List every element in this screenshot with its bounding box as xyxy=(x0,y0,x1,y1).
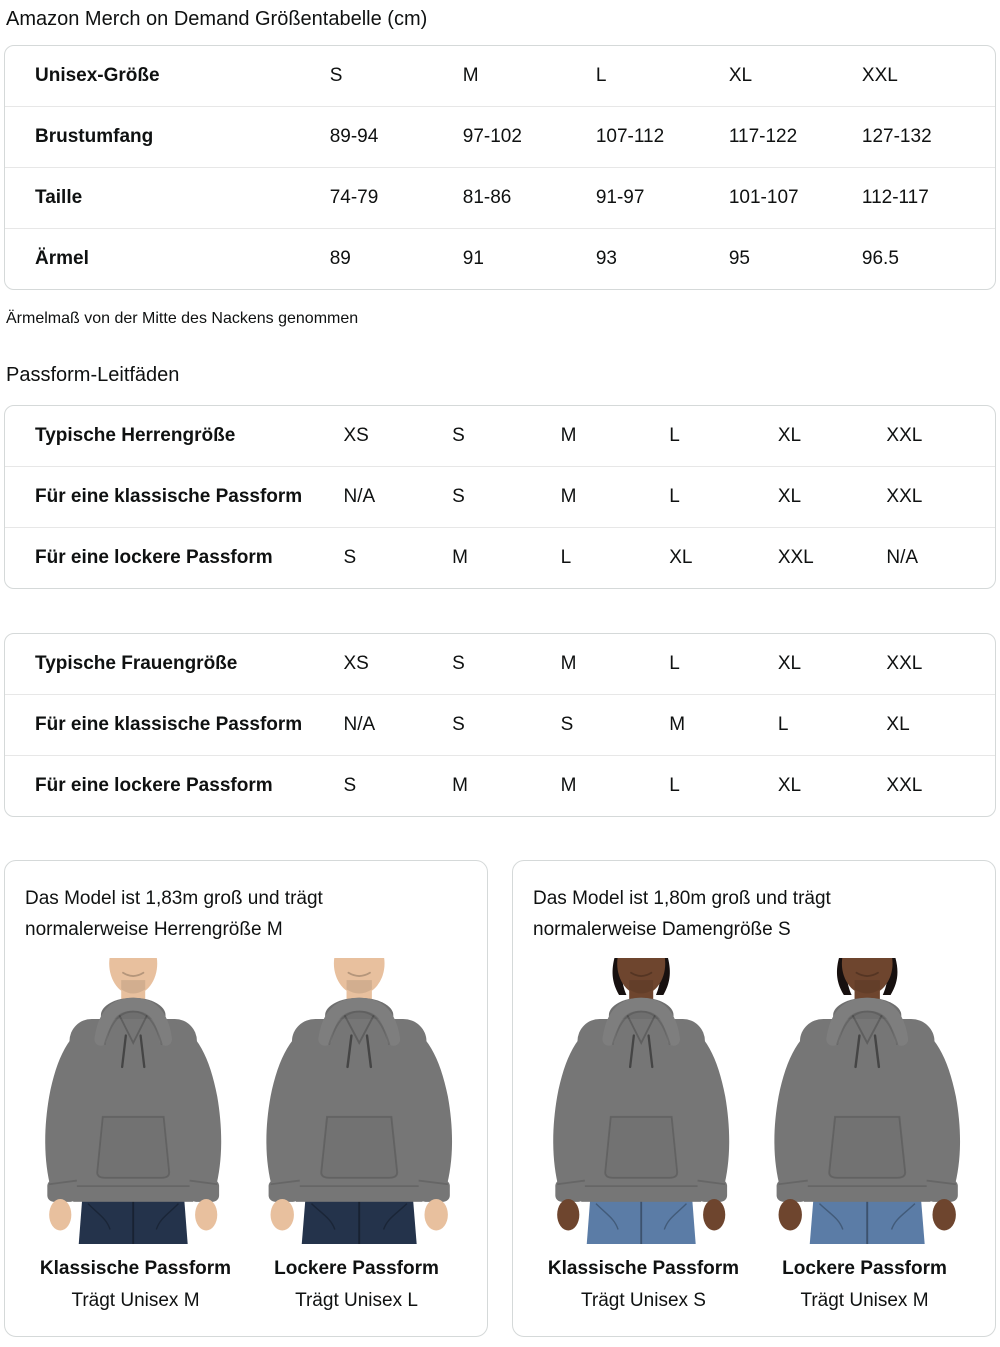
row-label: Brustumfang xyxy=(5,107,330,168)
table-cell: N/A xyxy=(886,528,995,589)
table-cell: S xyxy=(329,65,343,86)
size-label: Trägt Unisex M xyxy=(71,1289,200,1311)
table-row xyxy=(5,168,995,229)
table-cell: XXL xyxy=(886,653,923,674)
table-cell: 89 xyxy=(330,229,463,290)
table-cell: M xyxy=(561,467,670,528)
table-cell: M xyxy=(669,695,778,756)
size-label: Trägt Unisex M xyxy=(800,1289,929,1311)
model-figures xyxy=(535,958,973,1244)
womens-model-card xyxy=(512,860,996,1337)
table-cell: L xyxy=(669,756,778,817)
female-model-classic-fit-photo xyxy=(535,958,747,1244)
row-label: Für eine klassische Passform xyxy=(5,467,344,528)
table-cell: S xyxy=(452,695,561,756)
table-cell: XS xyxy=(343,425,369,446)
mens-fit-table xyxy=(4,405,996,589)
table-cell: S xyxy=(452,425,465,446)
table-cell: M xyxy=(561,756,670,817)
fit-label: Lockere Passform xyxy=(782,1257,947,1279)
row-label: Für eine klassische Passform xyxy=(5,695,344,756)
size-label: Trägt Unisex L xyxy=(295,1289,418,1311)
table-cell: XXL xyxy=(886,425,923,446)
fit-label: Klassische Passform xyxy=(547,1257,740,1279)
table-row xyxy=(5,107,995,168)
table-cell: 74-79 xyxy=(330,168,463,229)
table-cell: XXL xyxy=(886,756,995,817)
model-description xyxy=(533,883,975,946)
row-label: Typische Frauengröße xyxy=(35,653,238,674)
table-cell: 96.5 xyxy=(862,229,995,290)
table-cell: L xyxy=(669,425,680,446)
table-row xyxy=(5,46,995,107)
sleeve-measurement-note: Ärmelmaß von der Mitte des Nackens genommen xyxy=(6,310,359,327)
table-cell: 93 xyxy=(596,229,729,290)
table-cell: 117-122 xyxy=(729,107,862,168)
table-row xyxy=(5,406,995,467)
row-label: Taille xyxy=(5,168,330,229)
table-cell: 112-117 xyxy=(862,168,995,229)
table-cell: XL xyxy=(778,756,887,817)
row-label: Typische Herrengröße xyxy=(35,425,236,446)
table-cell: L xyxy=(778,695,887,756)
table-cell: 107-112 xyxy=(596,107,729,168)
female-model-loose-fit-photo xyxy=(761,958,973,1244)
table-row xyxy=(5,695,995,756)
row-label: Unisex-Größe xyxy=(35,65,160,86)
table-cell: XL xyxy=(669,528,778,589)
table-cell: M xyxy=(560,425,577,446)
table-cell: XXL xyxy=(861,65,898,86)
table-cell: S xyxy=(344,528,453,589)
table-cell: 127-132 xyxy=(862,107,995,168)
table-cell: XL xyxy=(777,653,802,674)
table-cell: S xyxy=(452,653,465,674)
table-cell: N/A xyxy=(344,695,453,756)
table-row xyxy=(5,528,995,589)
table-cell: XL xyxy=(778,467,887,528)
table-row xyxy=(5,634,995,695)
model-figures xyxy=(27,958,465,1244)
table-cell: XL xyxy=(886,695,995,756)
table-cell: M xyxy=(560,653,577,674)
male-model-loose-fit-photo xyxy=(253,958,465,1244)
model-description-line: normalerweise Damengröße S xyxy=(533,919,791,941)
table-cell: M xyxy=(452,756,561,817)
table-cell: XL xyxy=(728,65,753,86)
male-model-classic-fit-photo xyxy=(27,958,239,1244)
row-label: Für eine lockere Passform xyxy=(5,528,344,589)
table-cell: M xyxy=(452,528,561,589)
model-description-line: Das Model ist 1,83m groß und trägt xyxy=(25,888,323,909)
table-row xyxy=(5,229,995,290)
table-cell: L xyxy=(669,653,680,674)
womens-fit-table xyxy=(4,633,996,817)
table-cell: N/A xyxy=(344,467,453,528)
model-description-line: Das Model ist 1,80m groß und trägt xyxy=(533,888,831,909)
table-cell: 95 xyxy=(729,229,862,290)
page-title: Amazon Merch on Demand Größentabelle (cm) xyxy=(6,8,428,30)
table-cell: 91 xyxy=(463,229,596,290)
table-cell: XL xyxy=(777,425,802,446)
table-cell: L xyxy=(595,65,607,86)
table-cell: 89-94 xyxy=(330,107,463,168)
table-cell: M xyxy=(462,65,479,86)
size-label: Trägt Unisex S xyxy=(581,1289,706,1311)
table-cell: XS xyxy=(343,653,369,674)
fit-label: Klassische Passform xyxy=(39,1257,232,1279)
unisex-size-table xyxy=(4,45,996,290)
table-cell: 91-97 xyxy=(596,168,729,229)
model-cards-row xyxy=(4,860,996,1337)
mens-model-card xyxy=(4,860,488,1337)
row-label: Für eine lockere Passform xyxy=(5,756,344,817)
table-cell: 97-102 xyxy=(463,107,596,168)
model-description xyxy=(25,883,467,946)
row-label: Ärmel xyxy=(5,229,330,290)
fit-label: Lockere Passform xyxy=(274,1257,439,1279)
table-cell: XXL xyxy=(886,467,995,528)
table-cell: S xyxy=(344,756,453,817)
table-cell: XXL xyxy=(778,528,887,589)
model-description-line: normalerweise Herrengröße M xyxy=(25,919,283,941)
table-cell: 81-86 xyxy=(463,168,596,229)
table-cell: L xyxy=(669,467,778,528)
table-cell: L xyxy=(561,528,670,589)
fit-guides-heading: Passform-Leitfäden xyxy=(6,364,180,386)
table-cell: S xyxy=(452,467,561,528)
table-cell: S xyxy=(561,695,670,756)
table-row xyxy=(5,467,995,528)
table-row xyxy=(5,756,995,817)
table-cell: 101-107 xyxy=(729,168,862,229)
